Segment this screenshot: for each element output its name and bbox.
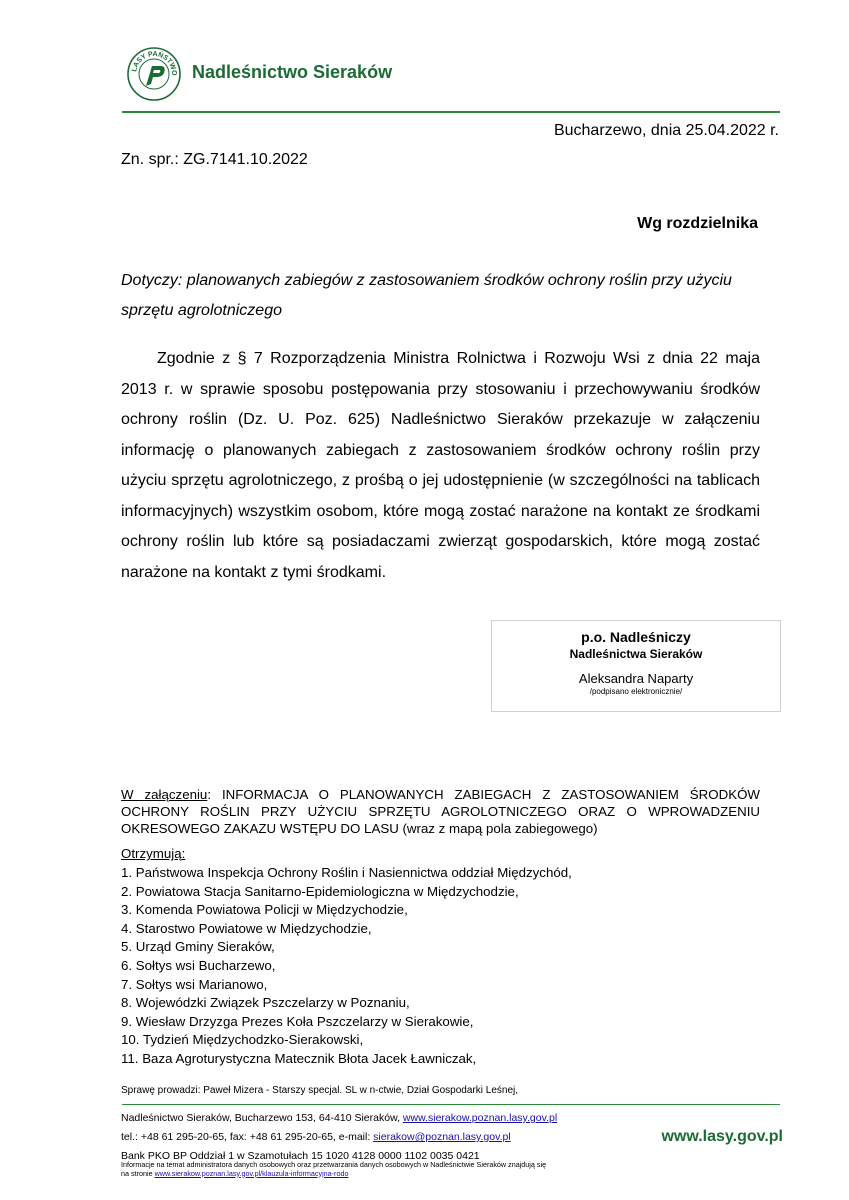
case-handler: Sprawę prowadzi: Paweł Mizera - Starszy specjal. SL w n-ctwie, Dział Gospodarki Leśnej, <box>121 1085 519 1096</box>
recipients-heading: Otrzymują: <box>121 846 186 861</box>
footer-gdpr-prefix: na stronie <box>121 1168 155 1178</box>
place-date: Bucharzewo, dnia 25.04.2022 r. <box>553 122 779 139</box>
list-item: 6. Sołtys wsi Bucharzewo, <box>121 957 276 973</box>
signature-note: /podpisano elektronicznie/ <box>589 687 683 696</box>
list-item: 2. Powiatowa Stacja Sanitarno-Epidemiologiczna w Międzychodzie, <box>121 883 519 899</box>
attachment-note <box>121 786 760 837</box>
footer-phone-text: tel.: +48 61 295-20-65, fax: +48 61 295-20-65, e-mail: <box>121 1131 374 1143</box>
list-item: 5. Urząd Gminy Sieraków, <box>121 939 275 955</box>
list-item: 9. Wiesław Drzyzga Prezes Koła Pszczelarzy w Sierakowie, <box>121 1013 474 1029</box>
subject-line: Dotyczy: planowanych zabiegów z zastosowaniem środków ochrony roślin przy użyciu sprzętu agrolotniczego <box>121 272 732 319</box>
signature-org: Nadleśnictwa Sieraków <box>569 647 703 661</box>
list-item: 1. Państwowa Inspekcja Ochrony Roślin i Nasiennictwa oddział Międzychód, <box>121 865 572 880</box>
footer-gdpr-line: Informacje na temat administratora danych osobowych oraz przetwarzania danych osobowych w Nadleśnictwie Sieraków znajdują się <box>121 1160 547 1169</box>
attachment-label: W załączeniu <box>121 787 208 802</box>
lasy-panstwowe-logo <box>126 46 182 102</box>
footer-bank: Bank PKO BP Oddział 1 w Szamotułach 15 1020 4128 0000 1102 0035 0421 <box>121 1150 480 1162</box>
recipient: Wg rozdzielnika <box>637 215 758 232</box>
footer-divider <box>122 1104 780 1105</box>
logo-arc-text: LASY PAŃSTWO <box>131 50 178 76</box>
footer-contact <box>121 1131 511 1143</box>
case-reference: Zn. spr.: ZG.7141.10.2022 <box>121 151 308 168</box>
list-item: 11. Baza Agroturystyczna Matecznik Błota Jacek Ławniczak, <box>121 1050 477 1066</box>
footer-website-link[interactable]: www.sierakow.poznan.lasy.gov.pl <box>402 1112 558 1124</box>
attachment-text: : INFORMACJA O PLANOWANYCH ZABIEGACH Z ZASTOSOWANIEM ŚRODKÓW OCHRONY ROŚLIN PRZY UŻYCIU SPRZĘTU AGROLOTNICZEGO ORAZ O WPROWADZENIU OKRESOWEGO ZAKAZU WSTĘPU DO LASU (wraz z mapą pola zabiegowego) <box>121 787 760 836</box>
signature-block <box>491 620 781 712</box>
footer-address-text: Nadleśnictwo Sieraków, Bucharzewo 153, 64-410 Sieraków, <box>121 1112 403 1124</box>
org-name: Nadleśnictwo Sieraków <box>192 62 393 82</box>
footer-lasy-website: www.lasy.gov.pl <box>661 1128 783 1145</box>
footer-email-link[interactable]: sierakow@poznan.lasy.gov.pl <box>373 1131 511 1143</box>
footer-address <box>121 1112 557 1124</box>
footer-gdpr-note <box>121 1161 641 1178</box>
list-item: 10. Tydzień Międzychodzko-Sierakowski, <box>121 1032 364 1048</box>
signature-role: p.o. Nadleśniczy <box>581 629 691 645</box>
footer-gdpr-link[interactable]: www.sierakow.poznan.lasy.gov.pl/klauzula-informacyjna-rodo <box>154 1168 349 1178</box>
signature-name: Aleksandra Naparty <box>578 671 694 686</box>
list-item: 8. Wojewódzki Związek Pszczelarzy w Poznaniu, <box>121 995 410 1011</box>
recipients-list <box>121 864 572 1069</box>
header-divider <box>122 111 780 113</box>
list-item: 7. Sołtys wsi Marianowo, <box>121 976 268 992</box>
list-item: 3. Komenda Powiatowa Policji w Międzychodzie, <box>121 902 408 918</box>
body-paragraph: Zgodnie z § 7 Rozporządzenia Ministra Rolnictwa i Rozwoju Wsi z dnia 22 maja 2013 r. w sprawie sposobu postępowania przy stosowaniu i przechowywaniu środków ochrony roślin (Dz. U. Poz. 625) Nadleśnictwo Sieraków przekazuje w załączeniu informację o planowanych zabiegach z zastosowaniem środków ochrony roślin przy użyciu sprzętu agrolotniczego, z prośbą o jej udostępnienie (w szczególności na tablicach informacyjnych) wszystkim osobom, które mogą zostać narażone na kontakt ze środkami ochrony roślin lub które są posiadaczami zwierząt gospodarskich, które mogą zostać narażone na kontakt z tymi środkami. <box>121 350 760 581</box>
list-item: 4. Starostwo Powiatowe w Międzychodzie, <box>121 920 372 936</box>
